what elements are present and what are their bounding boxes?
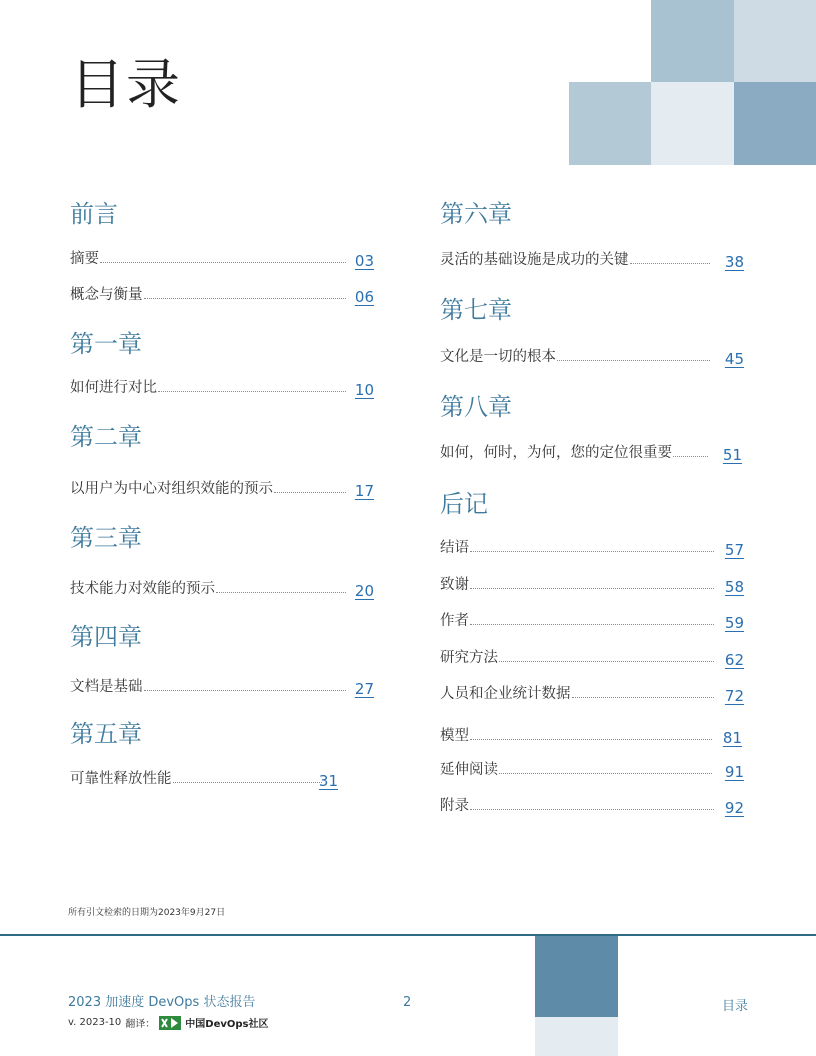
toc-entry-label: 技术能力对效能的预示 xyxy=(70,580,215,597)
dot-leader xyxy=(557,360,710,361)
version-line xyxy=(68,1015,269,1030)
toc-entry-label: 摘要 xyxy=(70,250,99,267)
toc-entry[interactable] xyxy=(70,476,374,500)
toc-entry-label: 研究方法 xyxy=(440,649,498,666)
footer-decorative-block xyxy=(535,936,618,1017)
toc-page-link[interactable]: 62 xyxy=(724,651,744,669)
toc-entry[interactable] xyxy=(70,674,374,698)
toc-entry[interactable] xyxy=(440,247,744,271)
toc-page-link[interactable]: 31 xyxy=(318,772,338,790)
toc-entry[interactable] xyxy=(70,375,374,399)
toc-page-link[interactable]: 91 xyxy=(724,763,744,781)
dot-leader xyxy=(470,551,714,552)
toc-entry-label: 延伸阅读 xyxy=(440,761,498,778)
toc-page-link[interactable]: 81 xyxy=(722,729,742,747)
toc-page-link[interactable]: 20 xyxy=(354,582,374,600)
toc-entry[interactable] xyxy=(440,793,744,817)
toc-entry-label: 可靠性释放性能 xyxy=(70,770,172,787)
decorative-square xyxy=(651,82,734,165)
toc-page-link[interactable]: 27 xyxy=(354,680,374,698)
translator-name: 中国DevOps社区 xyxy=(185,1019,269,1030)
toc-page-link[interactable]: 45 xyxy=(724,350,744,368)
toc-entry-label: 以用户为中心对组织效能的预示 xyxy=(70,480,273,497)
toc-page-link[interactable]: 38 xyxy=(724,253,744,271)
translation-label: 翻译： xyxy=(125,1019,156,1030)
toc-entry[interactable] xyxy=(70,766,338,790)
toc-entry-label: 作者 xyxy=(440,612,469,629)
toc-entry[interactable] xyxy=(440,535,744,559)
toc-entry-label: 灵活的基础设施是成功的关键 xyxy=(440,251,629,268)
dot-leader xyxy=(100,262,346,263)
toc-page-link[interactable]: 51 xyxy=(722,446,742,464)
dot-leader xyxy=(470,624,714,625)
dot-leader xyxy=(216,592,346,593)
decorative-square xyxy=(734,0,816,83)
decorative-square xyxy=(651,0,734,83)
toc-entry[interactable] xyxy=(70,282,374,306)
toc-entry[interactable] xyxy=(70,576,374,600)
decorative-square xyxy=(734,82,816,165)
toc-page-link[interactable]: 59 xyxy=(724,614,744,632)
retrieval-date-note: 所有引文检索的日期为2023年9月27日 xyxy=(68,908,226,918)
dot-leader xyxy=(499,661,714,662)
toc-entry[interactable] xyxy=(440,645,744,669)
toc-entry-label: 概念与衡量 xyxy=(70,286,143,303)
page-title: 目录 xyxy=(70,53,182,116)
dot-leader xyxy=(470,588,714,589)
toc-entry[interactable] xyxy=(440,757,744,781)
section-heading-chapter-5: 第五章 xyxy=(70,720,142,748)
toc-entry-label: 结语 xyxy=(440,539,469,556)
toc-entry-label: 致谢 xyxy=(440,576,469,593)
toc-entry-label: 文档是基础 xyxy=(70,678,143,695)
toc-page-link[interactable]: 06 xyxy=(354,288,374,306)
toc-entry[interactable] xyxy=(440,608,744,632)
devops-community-logo-icon xyxy=(159,1016,181,1030)
toc-entry[interactable] xyxy=(440,681,744,705)
section-heading-preface: 前言 xyxy=(70,200,118,228)
toc-entry[interactable] xyxy=(440,344,744,368)
toc-entry[interactable] xyxy=(440,723,742,747)
section-heading-chapter-4: 第四章 xyxy=(70,623,142,651)
section-heading-chapter-6: 第六章 xyxy=(440,200,512,228)
dot-leader xyxy=(499,773,712,774)
dot-leader xyxy=(470,809,714,810)
toc-entry-label: 如何，何时，为何，您的定位很重要 xyxy=(440,444,672,461)
toc-page-link[interactable]: 17 xyxy=(354,482,374,500)
dot-leader xyxy=(572,697,715,698)
footer-section-link[interactable]: 目录 xyxy=(722,999,749,1014)
dot-leader xyxy=(470,739,712,740)
toc-entry[interactable] xyxy=(440,572,744,596)
toc-page-link[interactable]: 92 xyxy=(724,799,744,817)
toc-entry[interactable] xyxy=(70,246,374,270)
dot-leader xyxy=(144,690,347,691)
toc-entry-label: 附录 xyxy=(440,797,469,814)
toc-page-link[interactable]: 58 xyxy=(724,578,744,596)
toc-page-link[interactable]: 10 xyxy=(354,381,374,399)
toc-entry-label: 文化是一切的根本 xyxy=(440,348,556,365)
section-heading-chapter-7: 第七章 xyxy=(440,296,512,324)
section-heading-chapter-1: 第一章 xyxy=(70,330,142,358)
toc-entry-label: 人员和企业统计数据 xyxy=(440,685,571,702)
section-heading-chapter-3: 第三章 xyxy=(70,524,142,552)
dot-leader xyxy=(173,782,323,783)
section-heading-chapter-2: 第二章 xyxy=(70,423,142,451)
report-title: 2023 加速度 DevOps 状态报告 xyxy=(68,995,256,1010)
toc-page-link[interactable]: 57 xyxy=(724,541,744,559)
section-heading-chapter-8: 第八章 xyxy=(440,393,512,421)
toc-entry-label: 模型 xyxy=(440,727,469,744)
version-label: v. 2023-10 xyxy=(68,1017,122,1028)
decorative-square xyxy=(569,82,651,165)
dot-leader xyxy=(630,263,711,264)
toc-entry[interactable] xyxy=(440,440,742,464)
dot-leader xyxy=(274,492,346,493)
section-heading-afterword: 后记 xyxy=(440,490,488,518)
dot-leader xyxy=(158,391,346,392)
footer-page-number: 2 xyxy=(403,995,412,1010)
dot-leader xyxy=(144,298,347,299)
toc-page-link[interactable]: 72 xyxy=(724,687,744,705)
toc-page-link[interactable]: 03 xyxy=(354,252,374,270)
dot-leader xyxy=(673,456,708,457)
toc-entry-label: 如何进行对比 xyxy=(70,379,157,396)
footer-divider xyxy=(0,934,816,936)
footer-decorative-block xyxy=(535,1017,618,1056)
